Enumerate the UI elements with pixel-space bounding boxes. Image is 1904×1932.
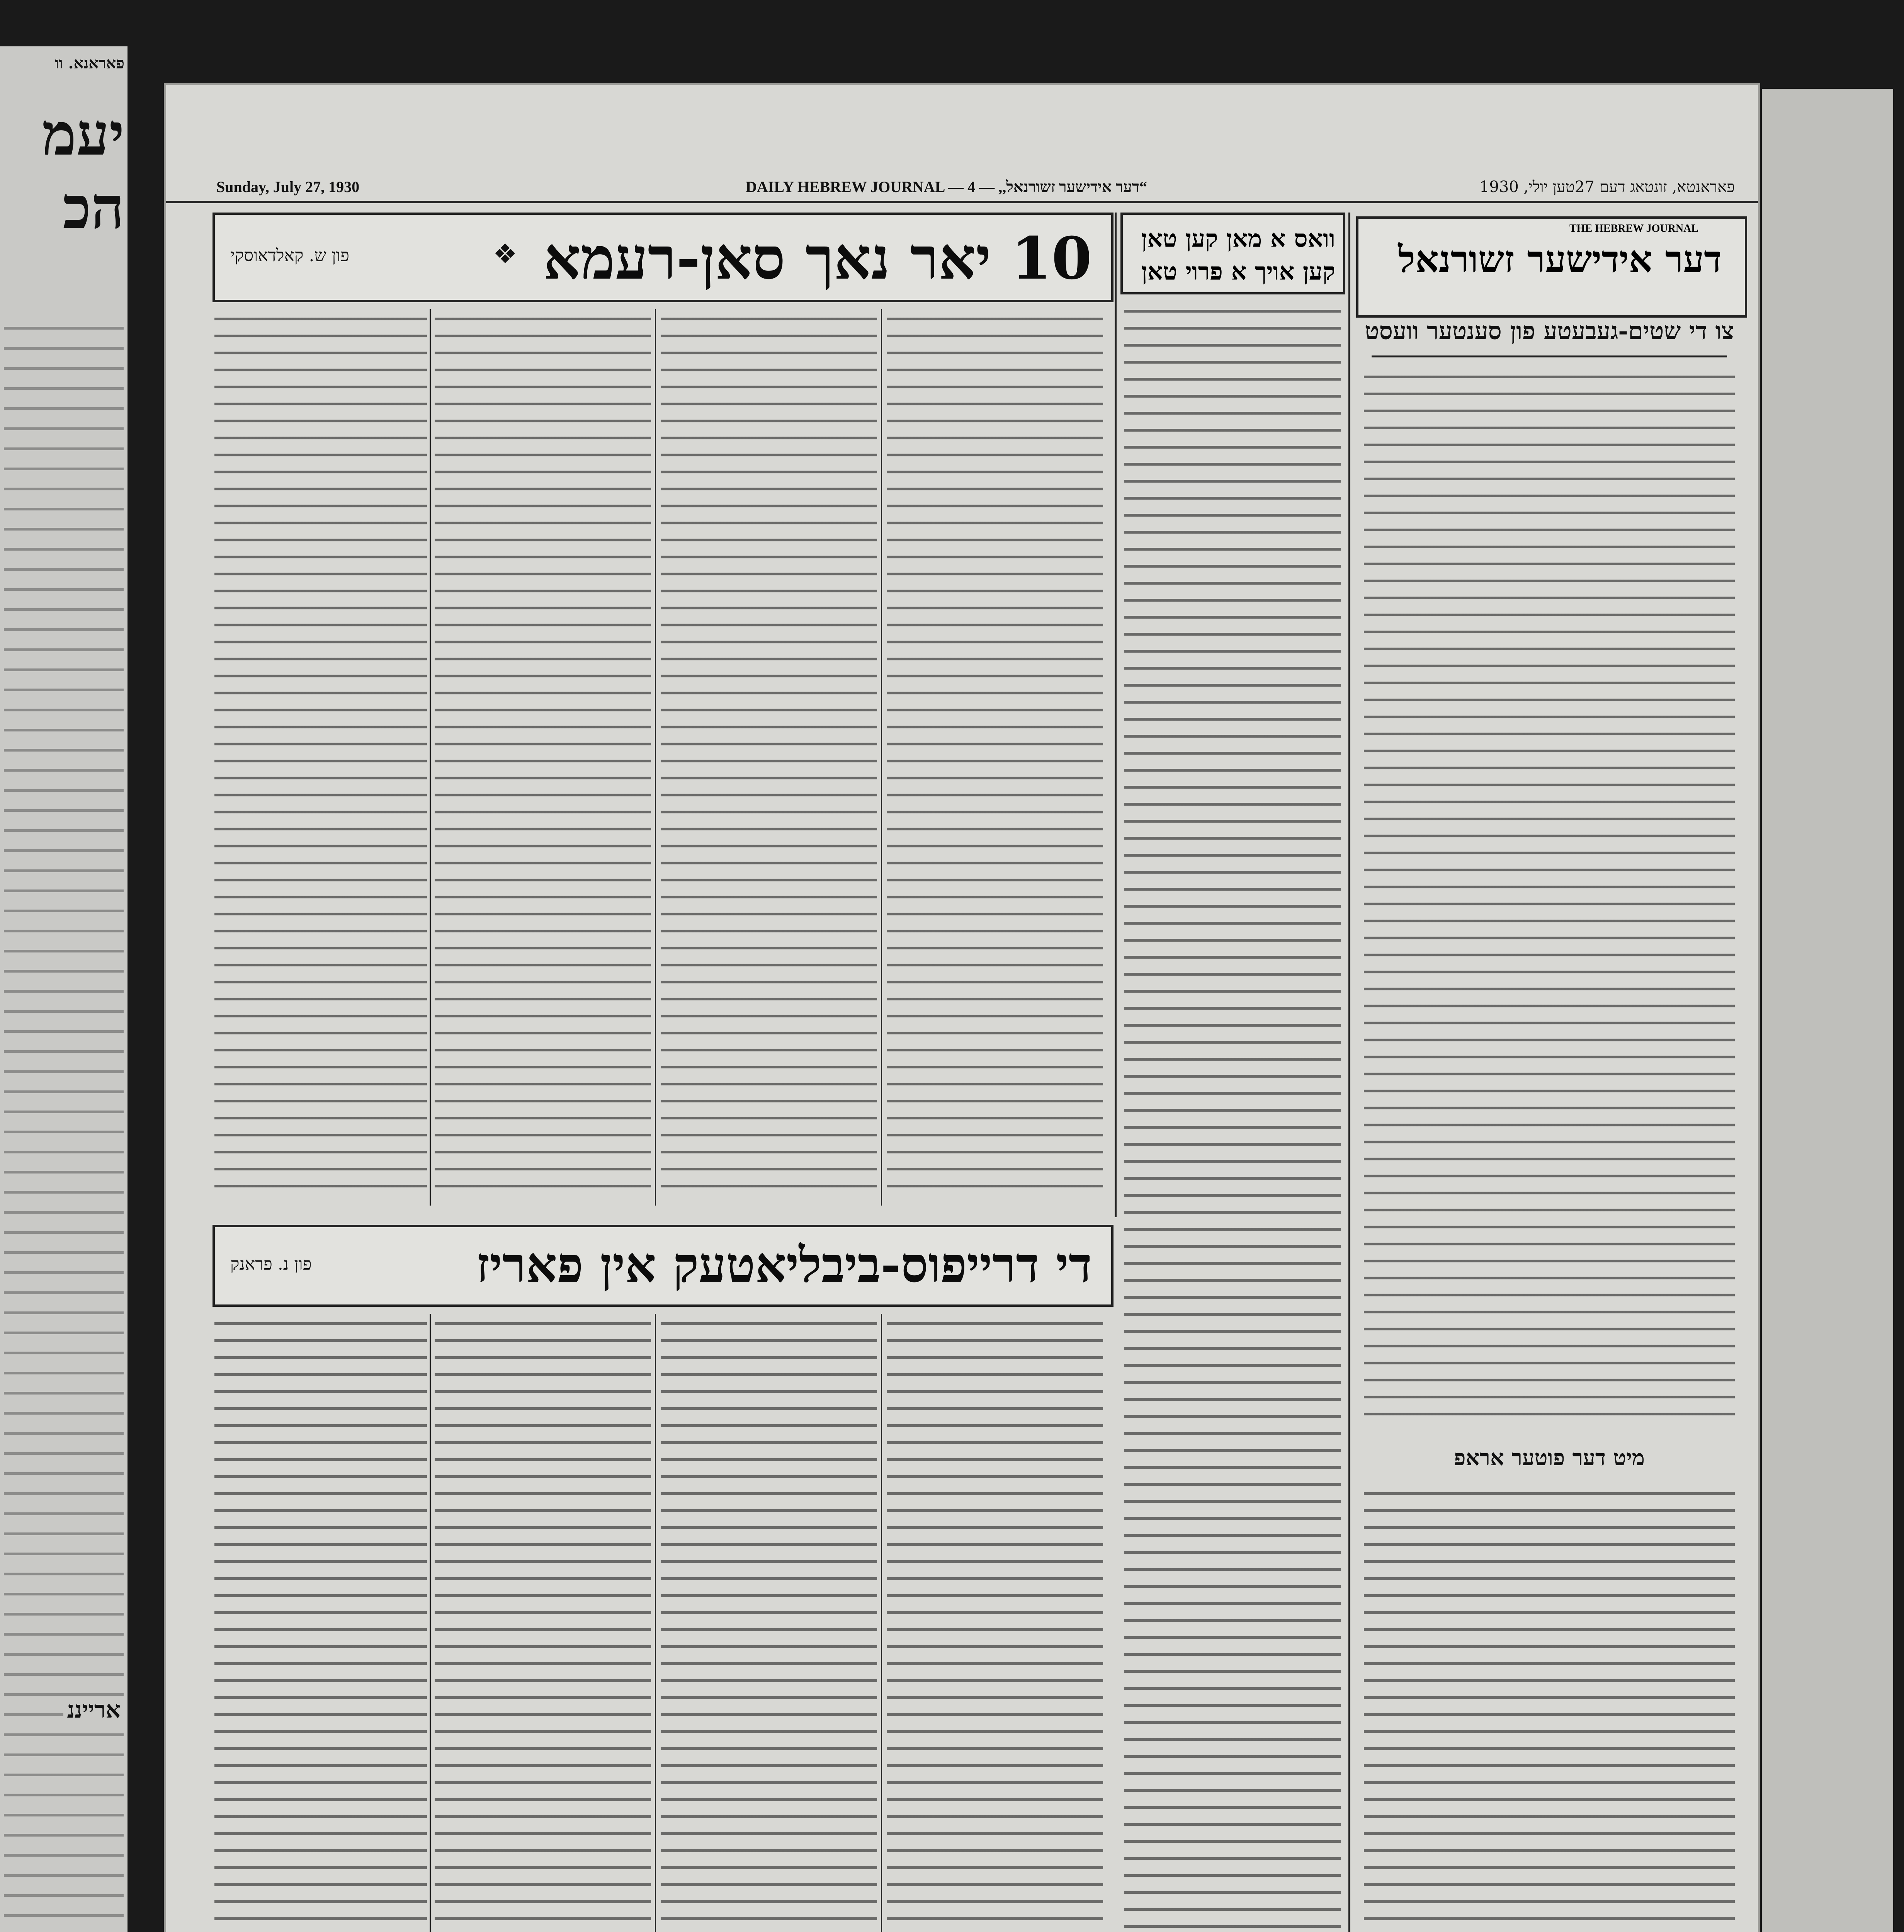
ten-years-body-col2 [661, 309, 877, 1198]
main-article-body-top [1364, 367, 1735, 1422]
ornament-icon: ❖ [493, 238, 517, 270]
column-two-headline-box [1120, 213, 1345, 294]
previous-page-text-block [4, 317, 124, 1932]
ten-years-body-col4 [214, 309, 427, 1198]
dreyfus-headline-box [212, 1225, 1114, 1307]
column-two-headline-line1: וואס א מאן קען טאן [1141, 224, 1335, 253]
column-rule [881, 309, 882, 1206]
folio-date-english: Sunday, July 27, 1930 [216, 178, 360, 196]
dreyfus-body-col1 [887, 1314, 1103, 1932]
main-article-rule [1372, 355, 1727, 357]
masthead-english: THE HEBREW JOURNAL [1569, 223, 1698, 235]
column-rule [655, 309, 656, 1206]
dreyfus-headline: די דרייפוס-ביבליאטעק אין פאריז [476, 1237, 1092, 1293]
dreyfus-byline: פון נ. פראנק [230, 1254, 312, 1274]
main-article-body-bottom [1364, 1484, 1735, 1932]
previous-page-headline: יעמ [42, 100, 124, 168]
column-rule [881, 1314, 882, 1932]
folio-line [166, 174, 1758, 203]
dreyfus-body-col3 [435, 1314, 651, 1932]
column-two-body [1124, 301, 1341, 1932]
previous-page-section-head: ארייננ [63, 1696, 125, 1723]
column-rule [430, 309, 431, 1206]
folio-date-yiddish: פאראנטא, זונטאג דעם 27טען יולי, 1930 [1479, 178, 1735, 196]
previous-page-folio: פאראנא. וו [55, 54, 124, 72]
newspaper-page [166, 85, 1758, 1932]
folio-paper-name: DAILY HEBREW JOURNAL — 4 — ,,דער אידישער זשורנאל“ [746, 178, 1147, 196]
column-rule [655, 1314, 656, 1932]
dreyfus-body-col2 [661, 1314, 877, 1932]
masthead-yiddish: דער אידישער זשורנאל [1398, 238, 1722, 281]
dreyfus-body-col4 [214, 1314, 427, 1932]
page-edge-right [1762, 89, 1893, 1932]
ten-years-byline: פון ש. קאלדאוסקי [230, 246, 350, 265]
ten-years-body-col1 [887, 309, 1103, 1198]
ten-years-headline-box [212, 213, 1114, 302]
main-article-subhead: מיט דער פוטער אראפ [1356, 1445, 1742, 1471]
column-rule-middle [1115, 213, 1117, 1217]
main-article-headline: צו די שטים-געבעטע פון סענטער וועסט [1365, 317, 1734, 345]
previous-page-headline-2: הכ [63, 174, 124, 242]
column-two-headline-line2: קען אויך א פרוי טאן [1141, 257, 1335, 286]
ten-years-body-col3 [435, 309, 651, 1198]
previous-page-edge [0, 46, 128, 1932]
masthead-box [1356, 216, 1747, 318]
column-rule [430, 1314, 431, 1932]
ten-years-headline: 10 יאר נאך סאן-רעמא [543, 224, 1092, 293]
column-rule-right [1348, 213, 1350, 1932]
